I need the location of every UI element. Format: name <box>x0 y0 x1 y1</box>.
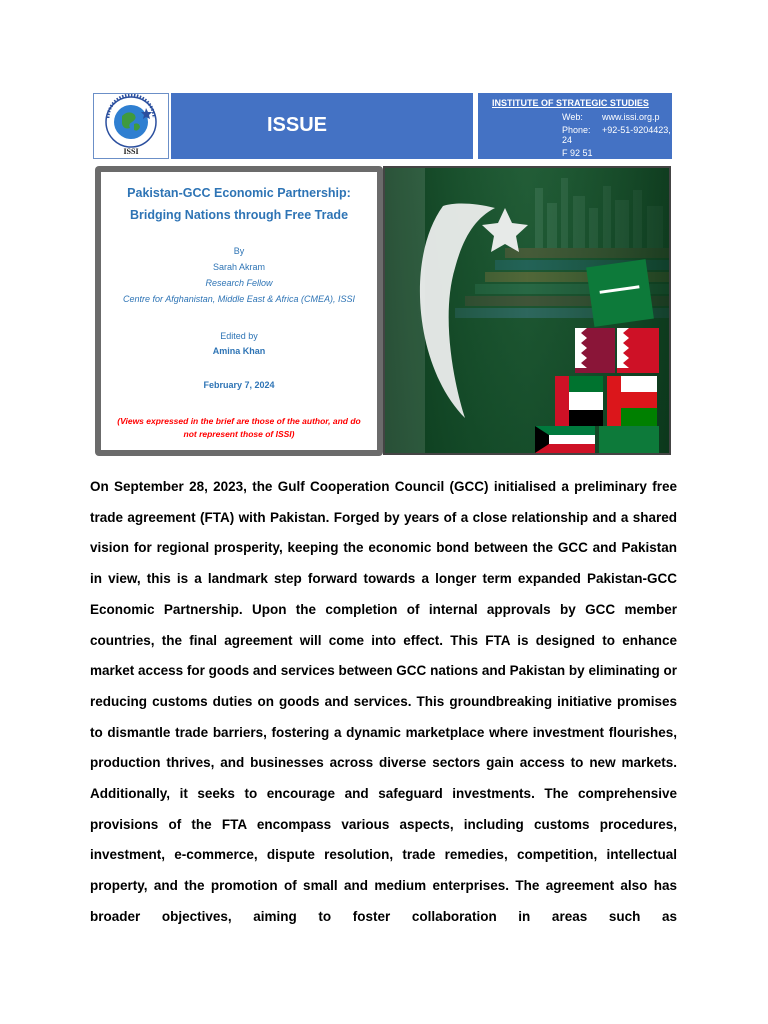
author-name: Sarah Akram <box>212 262 266 272</box>
body-paragraph: On September 28, 2023, the Gulf Cooperation Council (GCC) initialised a preliminary free trade agreement (FTA) with Pakistan. Forged by years of a close relationship and a shared vision for regional prosperity, keeping the economic bond between the GCC and Pakistan in view, this is a landmark step forward towards a longer term expanded Pakistan-GCC Economic Partnership. Upon the completion of internal approvals by GCC member countries, the final agreement will come into effect. This FTA is designed to enhance market access for goods and services between GCC nations and Pakistan by eliminating or reducing customs duties on goods and services. This groundbreaking initiative promises to dismantle trade barriers, fostering a dynamic marketplace where investment flourishes, production thrives, and businesses across diverse sectors gain access to new markets. Additionally, it seeks to encourage and safeguard investments. The comprehensive provisions of the FTA encompass various aspects, including customs procedures, investment, e-commerce, dispute resolution, trade remedies, competition, intellectual property, and the promotion of small and medium enterprises. The agreement also has broader objectives, aiming to foster collaboration in areas such as <box>90 479 677 924</box>
brief-title-line-2: Bridging Nations through Free Trade <box>129 208 349 222</box>
phone-value-continued: 24 <box>562 135 573 145</box>
issue-banner <box>171 93 473 159</box>
author-role: Research Fellow <box>205 278 273 288</box>
cover-card-inner <box>101 172 377 450</box>
phone-row-2 <box>562 135 602 145</box>
brief-title-line-1: Pakistan-GCC Economic Partnership: <box>127 186 351 200</box>
contact-banner <box>478 93 672 159</box>
logo-caption: ISSI <box>123 147 139 156</box>
web-link[interactable]: www.issi.org.p <box>602 112 660 122</box>
phone-value: +92-51-9204423, <box>602 125 671 135</box>
author-centre: Centre for Afghanistan, Middle East & Africa (CMEA), ISSI <box>123 294 355 304</box>
web-row <box>562 112 660 122</box>
edited-by-label: Edited by <box>220 331 258 341</box>
phone-row <box>562 125 671 135</box>
issue-label: ISSUE <box>267 114 328 136</box>
publication-date: February 7, 2024 <box>203 380 275 390</box>
issi-logo <box>93 93 169 159</box>
fax-row <box>562 148 602 158</box>
editor-name: Amina Khan <box>212 346 266 356</box>
pakistan-gcc-trade-illustration <box>385 168 669 453</box>
web-label: Web: <box>562 112 583 122</box>
fax-fragment: F 92 51 <box>562 148 593 158</box>
cover-card <box>95 166 383 456</box>
phone-label: Phone: <box>562 125 591 135</box>
issi-emblem-icon <box>94 94 168 158</box>
byline-by: By <box>233 246 245 256</box>
cover-photo <box>383 166 671 455</box>
org-name: INSTITUTE OF STRATEGIC STUDIES <box>492 98 649 108</box>
views-disclaimer: (Views expressed in the brief are those of the author, and do not represent those of ISSI) <box>117 416 361 439</box>
